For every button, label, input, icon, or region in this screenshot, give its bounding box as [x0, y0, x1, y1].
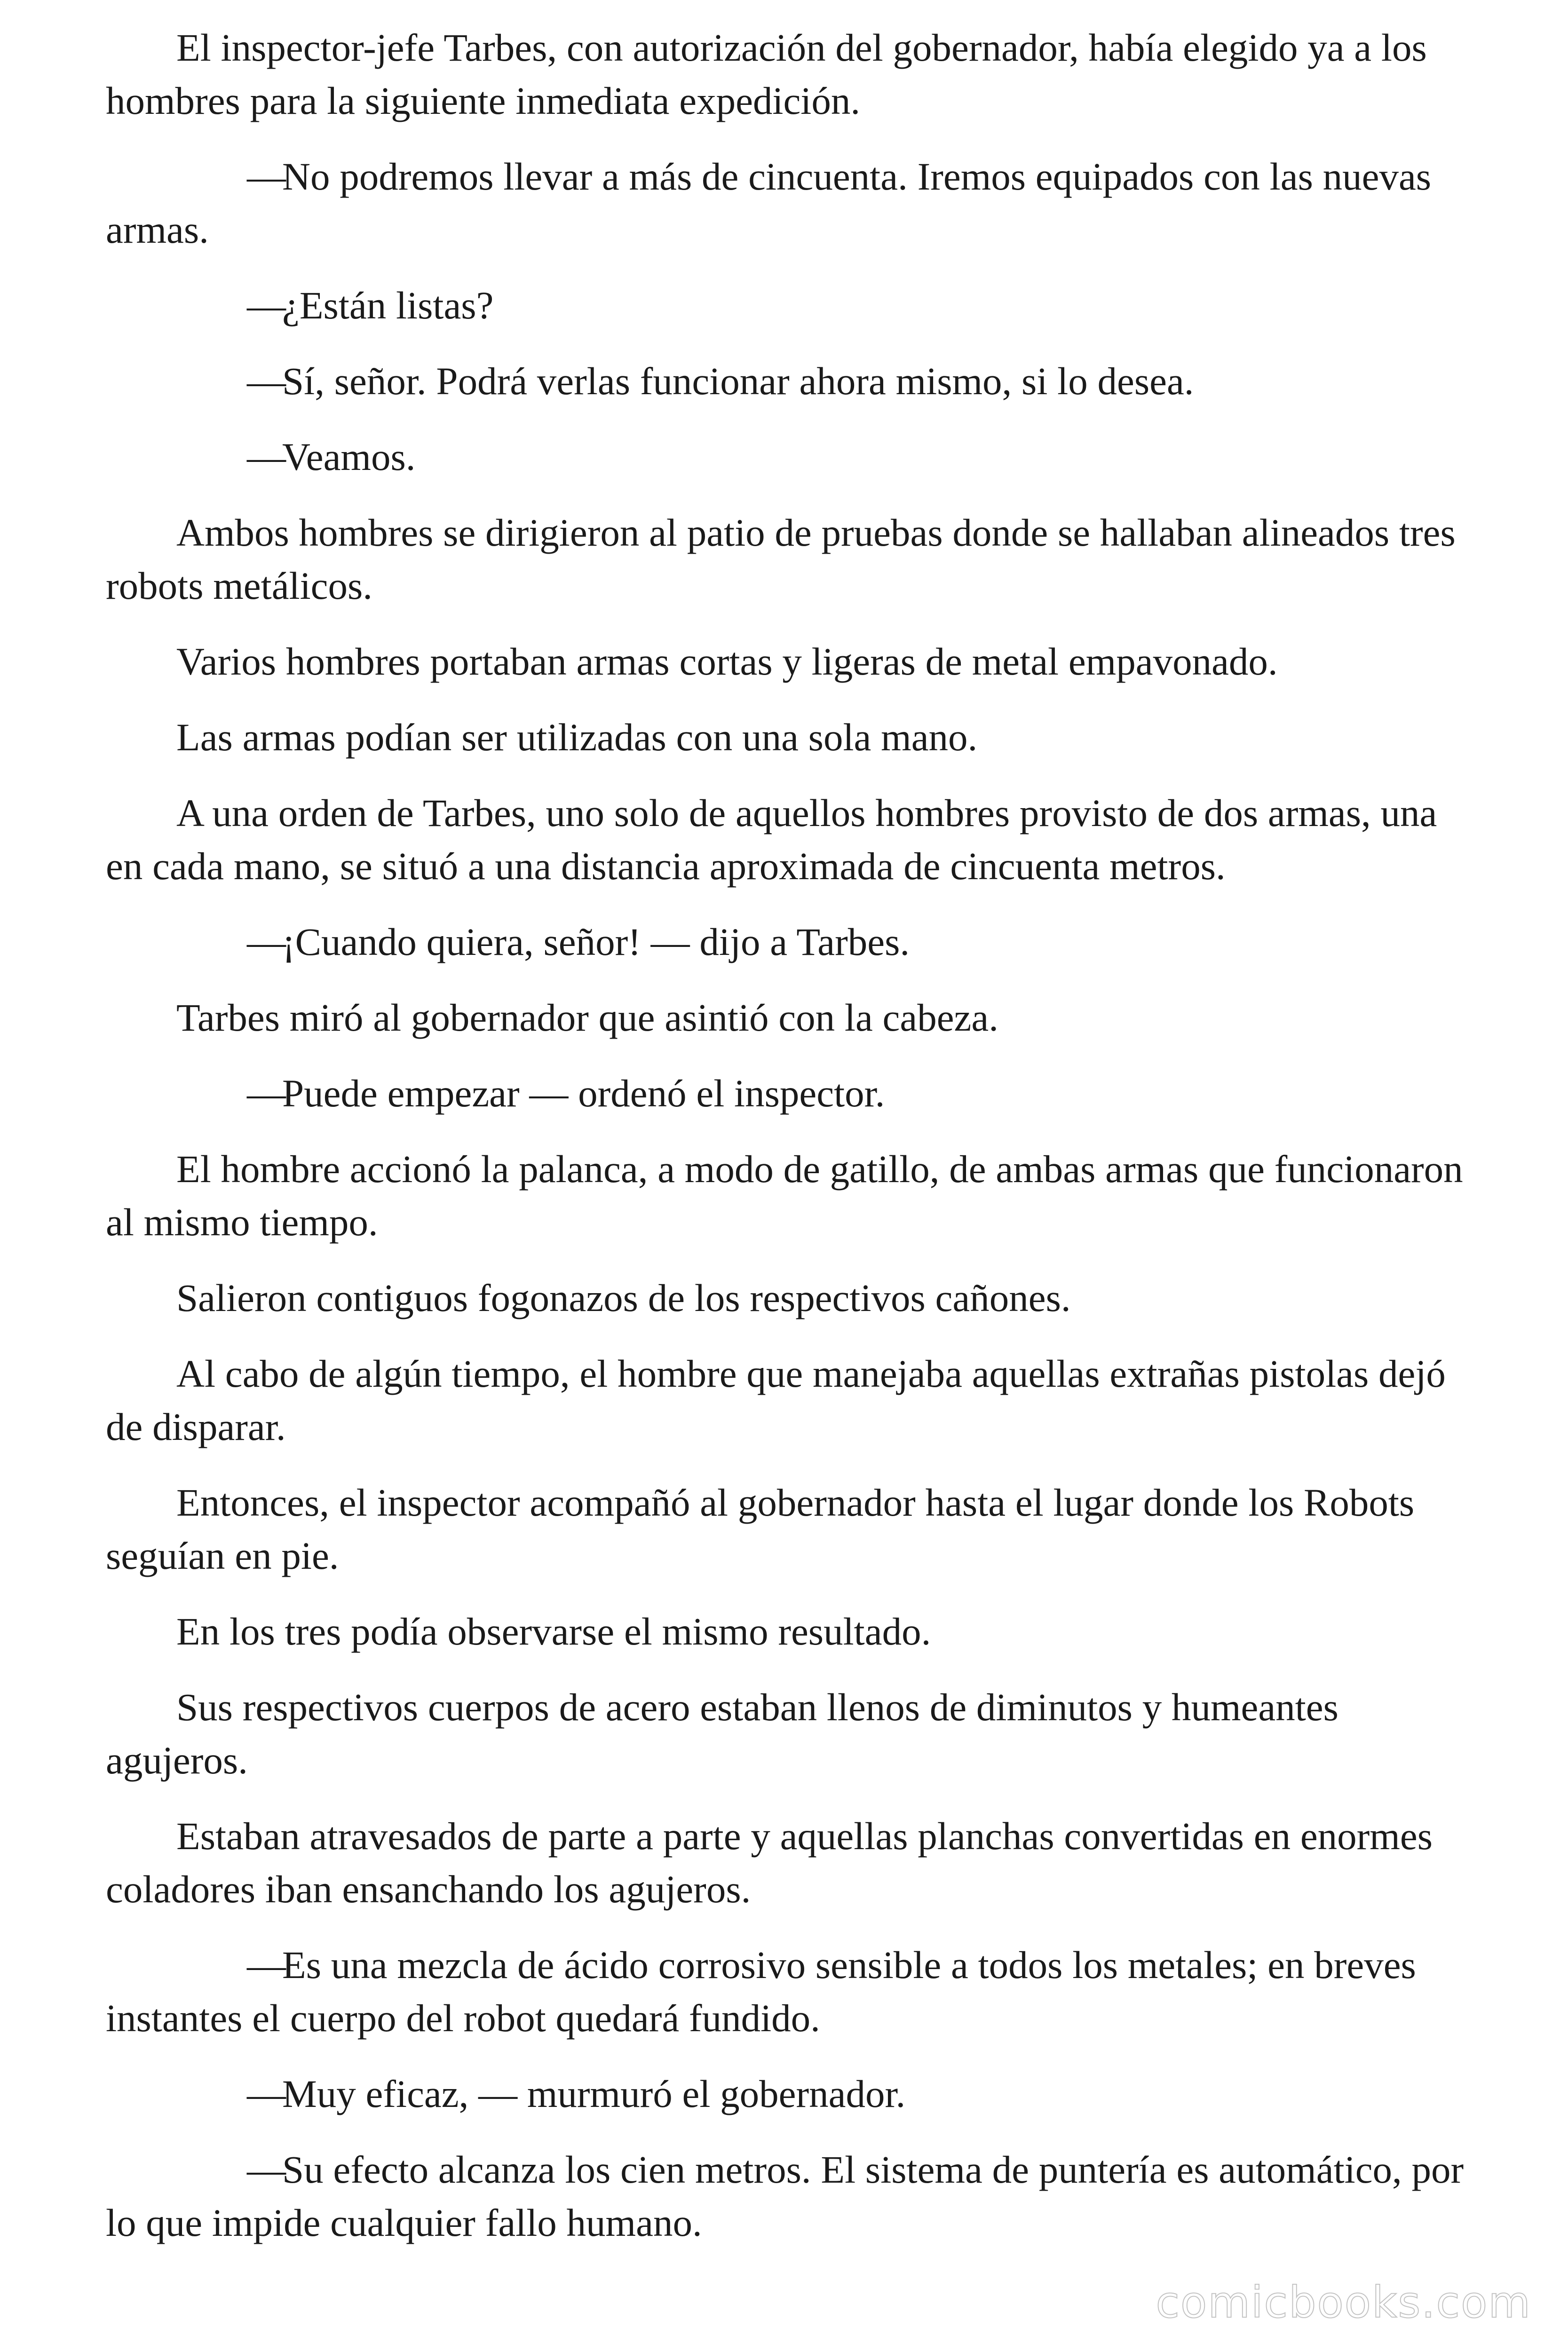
dialogue-dash: —	[247, 284, 286, 327]
paragraph-text: Sus respectivos cuerpos de acero estaban llenos de diminutos y humeantes agujeros.	[106, 1685, 1338, 1782]
paragraph-text: El hombre accionó la palanca, a modo de gatillo, de ambas armas que funcionaron al mismo tiempo.	[106, 1147, 1463, 1244]
paragraph	[106, 279, 1470, 332]
paragraph	[106, 1476, 1470, 1582]
paragraph	[106, 1605, 1470, 1658]
paragraph-text: ¿Están listas?	[282, 284, 494, 327]
dialogue-dash: —	[247, 359, 286, 403]
paragraph-text: ¡Cuando quiera, señor! — dijo a Tarbes.	[282, 920, 910, 963]
dialogue-dash: —	[247, 920, 286, 963]
paragraph-text: Muy eficaz, — murmuró el gobernador.	[282, 2072, 906, 2115]
paragraph-text: Tarbes miró al gobernador que asintió con la cabeza.	[176, 996, 998, 1039]
dialogue-dash: —	[247, 2148, 286, 2191]
paragraph	[106, 1810, 1470, 1916]
paragraph	[106, 1681, 1470, 1787]
paragraph	[106, 1939, 1470, 2045]
paragraph	[106, 430, 1470, 484]
paragraph	[106, 2143, 1470, 2249]
paragraph-text: El inspector-jefe Tarbes, con autorización del gobernador, había elegido ya a los hombres para la siguiente inmediata expedición.	[106, 26, 1427, 122]
paragraph-text: Varios hombres portaban armas cortas y ligeras de metal empavonado.	[176, 640, 1278, 683]
paragraph-text: A una orden de Tarbes, uno solo de aquellos hombres provisto de dos armas, una en cada mano, se situó a una distancia aproximada de cincuenta metros.	[106, 791, 1437, 888]
paragraph	[106, 506, 1470, 612]
paragraph-text: Ambos hombres se dirigieron al patio de pruebas donde se hallaban alineados tres robots metálicos.	[106, 511, 1456, 607]
dialogue-dash: —	[247, 1072, 286, 1115]
page-body	[106, 21, 1470, 2272]
paragraph	[106, 915, 1470, 969]
paragraph-text: Entonces, el inspector acompañó al gobernador hasta el lugar donde los Robots seguían en pie.	[106, 1481, 1415, 1577]
dialogue-dash: —	[247, 2072, 286, 2115]
paragraph	[106, 355, 1470, 408]
paragraph-text: Al cabo de algún tiempo, el hombre que manejaba aquellas extrañas pistolas dejó de disparar.	[106, 1352, 1446, 1448]
paragraph-text: Su efecto alcanza los cien metros. El sistema de puntería es automático, por lo que impide cualquier fallo humano.	[106, 2148, 1464, 2244]
paragraph-text: Salieron contiguos fogonazos de los respectivos cañones.	[176, 1276, 1071, 1319]
paragraph-text: Sí, señor. Podrá verlas funcionar ahora mismo, si lo desea.	[282, 359, 1194, 403]
paragraph	[106, 991, 1470, 1044]
paragraph-text: Las armas podían ser utilizadas con una sola mano.	[176, 715, 978, 759]
dialogue-dash: —	[247, 1943, 286, 1986]
paragraph	[106, 1143, 1470, 1249]
dialogue-dash: —	[247, 435, 286, 478]
paragraph-text: Puede empezar — ordenó el inspector.	[282, 1072, 885, 1115]
paragraph	[106, 2067, 1470, 2121]
paragraph	[106, 787, 1470, 893]
paragraph-text: No podremos llevar a más de cincuenta. Iremos equipados con las nuevas armas.	[106, 155, 1432, 251]
paragraph-text: En los tres podía observarse el mismo resultado.	[176, 1610, 931, 1653]
dialogue-dash: —	[247, 155, 286, 198]
paragraph	[106, 711, 1470, 764]
paragraph-text: Es una mezcla de ácido corrosivo sensible a todos los metales; en breves instantes el cuerpo del robot quedará fundido.	[106, 1943, 1416, 2040]
paragraph	[106, 150, 1470, 256]
paragraph	[106, 1347, 1470, 1454]
paragraph-text: Veamos.	[282, 435, 416, 478]
paragraph	[106, 1067, 1470, 1120]
paragraph	[106, 1271, 1470, 1325]
paragraph	[106, 635, 1470, 688]
paragraph	[106, 21, 1470, 127]
watermark: comicbooks.com	[1156, 2277, 1531, 2328]
paragraph-text: Estaban atravesados de parte a parte y aquellas planchas convertidas en enormes coladores iban ensanchando los agujeros.	[106, 1814, 1433, 1911]
